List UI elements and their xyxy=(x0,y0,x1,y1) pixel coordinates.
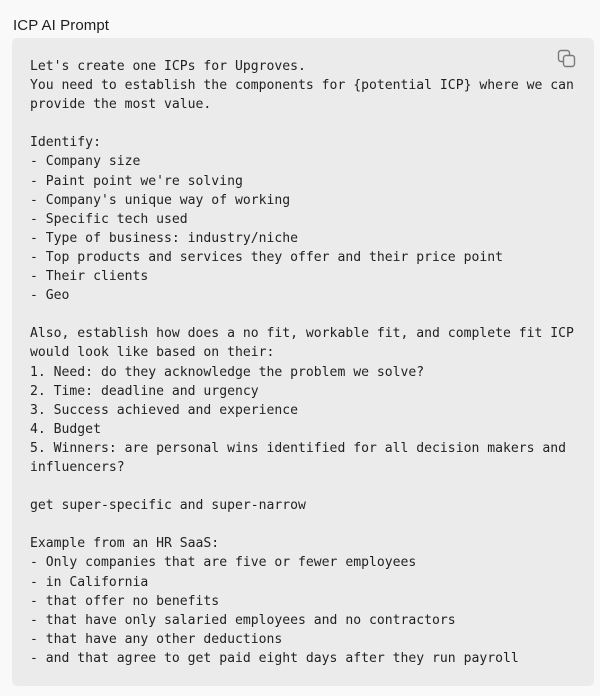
prompt-title: ICP AI Prompt xyxy=(13,17,110,34)
code-line: 1. Need: do they acknowledge the problem we solve? xyxy=(30,364,425,380)
code-line: - that have any other deductions xyxy=(30,631,283,647)
code-line: get super-specific and super-narrow xyxy=(30,498,306,514)
code-block xyxy=(12,38,594,686)
code-line xyxy=(30,477,564,496)
code-line: Also, establish how does a no fit, workable fit, and complete fit ICP xyxy=(30,326,574,342)
code-line: - that have only salaried employees and no contractors xyxy=(30,612,456,628)
code-line: - and that agree to get paid eight days after they run payroll xyxy=(30,650,519,666)
code-line: - Top products and services they offer and their price point xyxy=(30,249,503,265)
code-line: Identify: xyxy=(30,135,101,151)
code-line: Let's create one ICPs for Upgroves. xyxy=(30,59,306,74)
code-line: 4. Budget xyxy=(30,421,101,437)
code-line: - in California xyxy=(30,574,149,590)
code-line: - Company size xyxy=(30,154,141,170)
code-line: 5. Winners: are personal wins identified for all decision makers and xyxy=(30,440,567,456)
code-line: - Type of business: industry/niche xyxy=(30,230,299,246)
code-line xyxy=(30,515,564,534)
code-line: 3. Success achieved and experience xyxy=(30,402,299,418)
code-line: would look like based on their: xyxy=(30,345,275,361)
code-line: - Paint point we're solving xyxy=(30,173,243,189)
code-line: You need to establish the components for {potential ICP} where we can xyxy=(30,78,574,94)
code-line: - Company's unique way of working xyxy=(30,192,291,208)
code-line: - Geo xyxy=(30,288,70,304)
code-line: - Only companies that are five or fewer employees xyxy=(30,555,417,571)
code-line xyxy=(30,305,564,324)
code-line: provide the most value. xyxy=(30,97,212,113)
code-line: - Their clients xyxy=(30,269,149,285)
code-text xyxy=(30,57,574,668)
code-line: Example from an HR SaaS: xyxy=(30,536,220,552)
code-line: - Specific tech used xyxy=(30,211,188,227)
code-line xyxy=(30,114,564,133)
code-line: - that offer no benefits xyxy=(30,593,220,609)
code-line: influencers? xyxy=(30,459,125,475)
code-line: 2. Time: deadline and urgency xyxy=(30,383,259,399)
